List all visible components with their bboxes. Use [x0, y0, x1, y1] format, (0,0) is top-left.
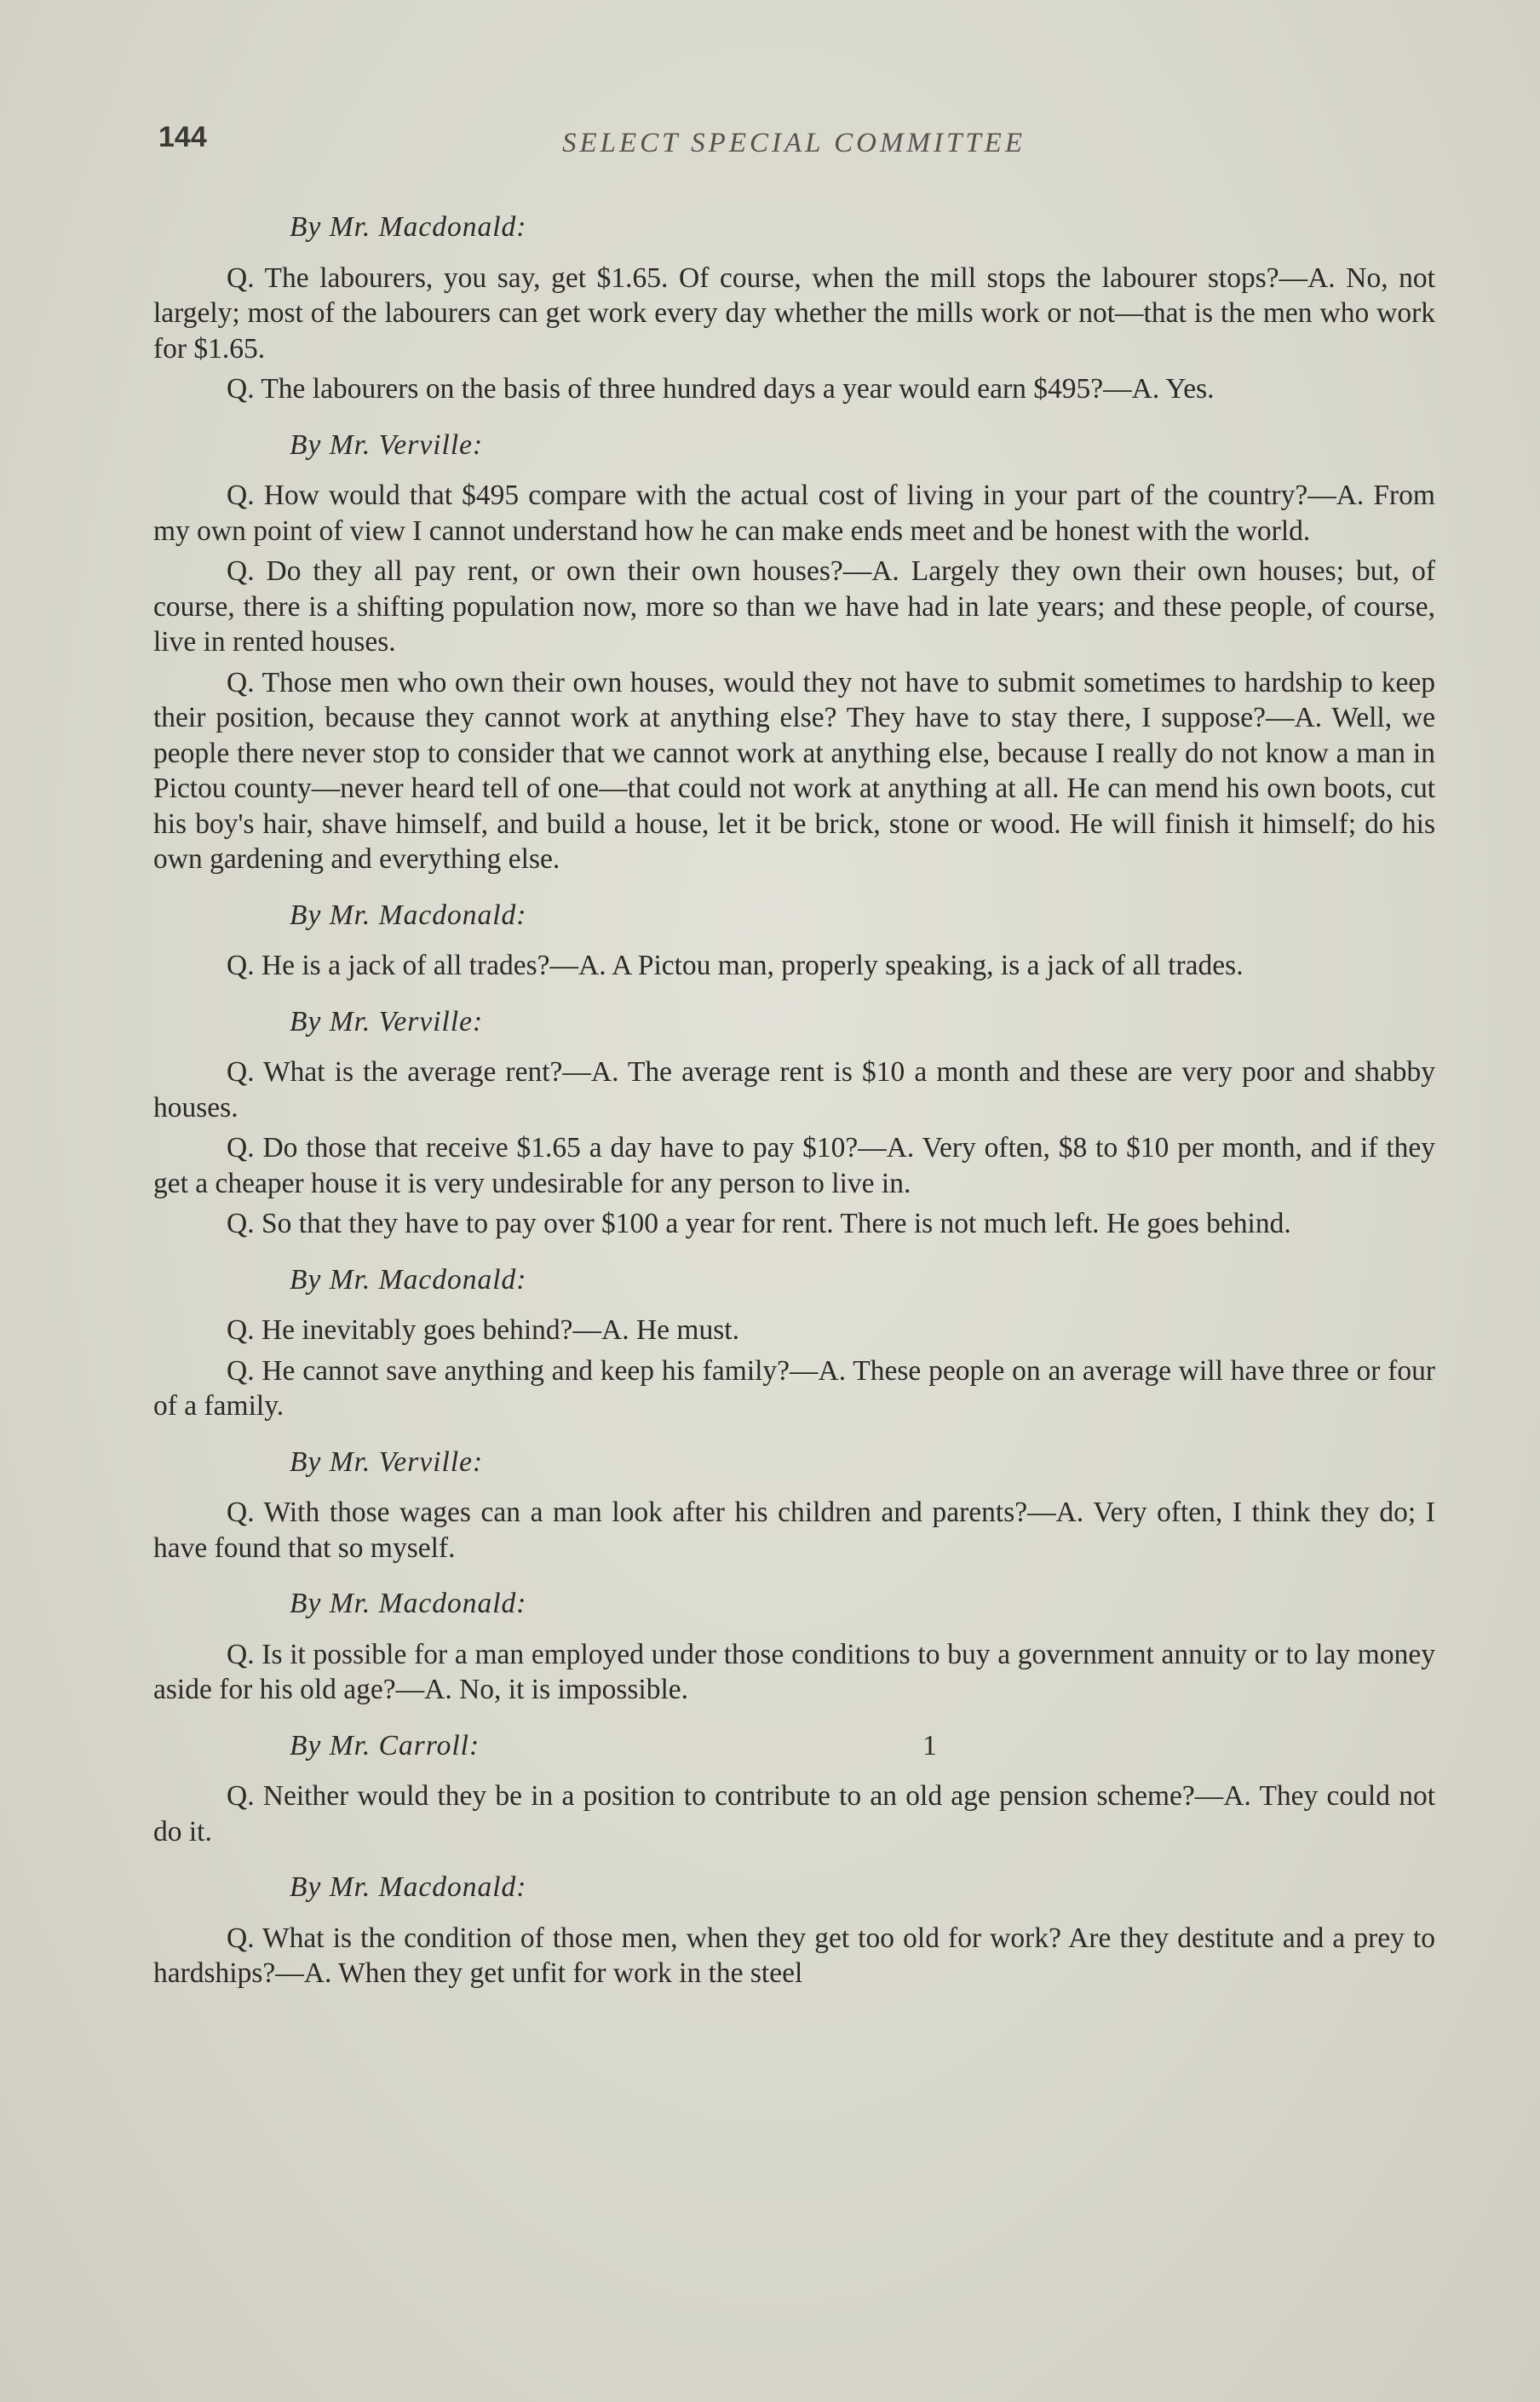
qa-paragraph: Q. What is the condition of those men, when they get too old for work? Are they destitute and a prey to hardships?—A. When they get unfit for work in the steel: [153, 1922, 1435, 1989]
running-head: SELECT SPECIAL COMMITTEE: [562, 128, 1026, 158]
speaker-heading: [153, 1586, 1435, 1622]
qa-paragraph: Q. With those wages can a man look after his children and parents?—A. Very often, I think they do; I have found that so myself.: [153, 1497, 1435, 1564]
qa-paragraph: Q. He cannot save anything and keep his family?—A. These people on an average will have three or four of a family.: [153, 1354, 1435, 1422]
qa-paragraph: Q. Neither would they be in a position to contribute to an old age pension scheme?—A. They could not do it.: [153, 1780, 1435, 1847]
speaker-label: By Mr. Macdonald:: [290, 1871, 527, 1903]
speaker-heading: [153, 428, 1435, 463]
qa-paragraph: Q. Those men who own their own houses, would they not have to submit sometimes to hardship to keep their position, because they cannot work at anything else? They have to stay there, I suppose?—A. Well, we people there never stop to consider that we cannot work at anything else, because I really do not know a man in Pictou county—never heard tell of one—that could not work at anything at all. He can mend his own boots, cut his boy's hair, shave himself, and build a house, let it be brick, stone or wood. He will finish it himself; do his own gardening and everything else.: [153, 666, 1435, 875]
qa-paragraph: Q. What is the average rent?—A. The average rent is $10 a month and these are very poor and shabby houses.: [153, 1056, 1435, 1123]
speaker-label: By Mr. Macdonald:: [290, 1588, 527, 1619]
speaker-heading: [153, 1728, 1435, 1764]
qa-paragraph: Q. He is a jack of all trades?—A. A Pictou man, properly speaking, is a jack of all trades.: [227, 950, 1244, 981]
speaker-label: By Mr. Macdonald:: [290, 211, 527, 243]
speaker-label: By Mr. Verville:: [290, 428, 484, 461]
speaker-label: By Mr. Verville:: [290, 1005, 484, 1037]
qa-paragraph: Q. Do they all pay rent, or own their own houses?—A. Largely they own their own houses; but, of course, there is a shifting population now, more so than we have had in late years; and these people, of course, live in rented houses.: [153, 555, 1435, 658]
speaker-heading: [153, 1004, 1435, 1040]
speaker-label: By Mr. Carroll:: [290, 1729, 480, 1761]
speaker-heading: [153, 210, 1435, 245]
qa-paragraph: Q. The labourers on the basis of three hundred days a year would earn $495?—A. Yes.: [227, 373, 1215, 405]
qa-paragraph: Q. The labourers, you say, get $1.65. Of course, when the mill stops the labourer stops?—A. No, not largely; most of the labourers can get work every day whether the mills work or not—that is the men who work for $1.65.: [153, 261, 1435, 365]
qa-paragraph: Q. How would that $495 compare with the actual cost of living in your part of the country?—A. From my own point of view I cannot understand how he can make ends meet and be honest with the world.: [153, 480, 1435, 547]
speaker-heading: [153, 1262, 1435, 1298]
page-number: 144: [158, 121, 207, 153]
qa-paragraph: Q. Is it possible for a man employed under those conditions to buy a government annuity or to lay money aside for his old age?—A. No, it is impossible.: [153, 1638, 1435, 1705]
document-body: [153, 198, 1435, 1997]
speaker-heading: [153, 1445, 1435, 1480]
margin-mark: 1: [922, 1729, 938, 1761]
speaker-label: By Mr. Macdonald:: [290, 899, 527, 931]
speaker-label: By Mr. Macdonald:: [290, 1263, 527, 1296]
qa-paragraph: Q. He inevitably goes behind?—A. He must.: [227, 1314, 739, 1346]
speaker-heading: [153, 1870, 1435, 1905]
speaker-heading: [153, 898, 1435, 934]
qa-paragraph: Q. Do those that receive $1.65 a day have to pay $10?—A. Very often, $8 to $10 per month, and if they get a cheaper house it is very undesirable for any person to live in.: [153, 1132, 1435, 1199]
qa-paragraph: Q. So that they have to pay over $100 a year for rent. There is not much left. He goes behind.: [227, 1208, 1291, 1239]
speaker-label: By Mr. Verville:: [290, 1445, 484, 1478]
